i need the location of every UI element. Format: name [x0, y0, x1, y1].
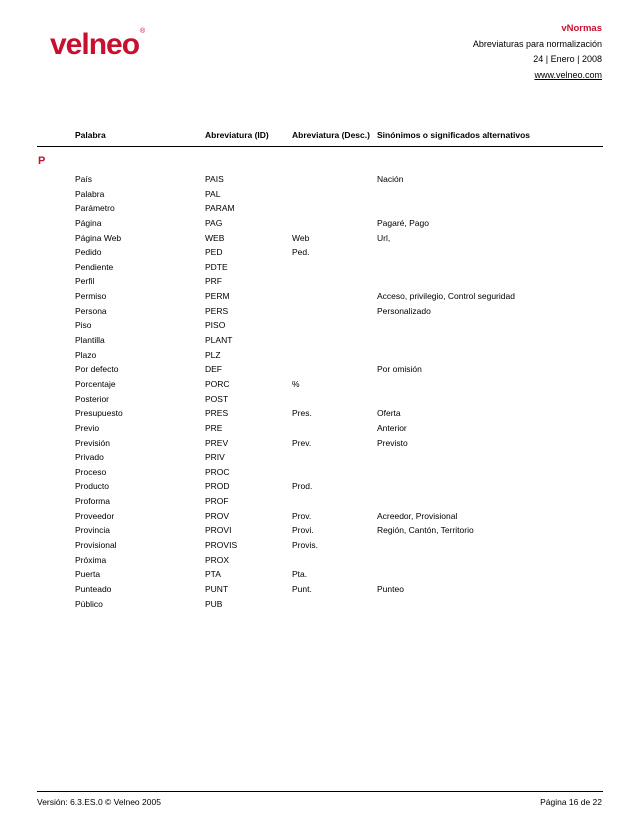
column-header-abreviatura-id: Abreviatura (ID): [205, 130, 269, 140]
cell-sinonimos: Pagaré, Pago: [377, 217, 429, 228]
table-row: [0, 436, 638, 451]
cell-palabra: Porcentaje: [75, 378, 116, 389]
cell-abreviatura-id: PREV: [205, 437, 229, 448]
cell-palabra: Piso: [75, 320, 92, 331]
logo-text: velneo: [50, 28, 140, 61]
cell-palabra: País: [75, 174, 93, 184]
cell-palabra: Por defecto: [75, 364, 119, 375]
table-row: [0, 494, 638, 509]
cell-sinonimos: Personalizado: [377, 305, 431, 316]
table-row: [0, 289, 638, 304]
table-row: [0, 392, 638, 407]
column-header-palabra: Palabra: [75, 130, 106, 140]
cell-abreviatura-desc: Web: [292, 232, 310, 243]
abbreviation-table-body: [0, 172, 638, 611]
cell-palabra: Previsión: [75, 437, 110, 448]
cell-abreviatura-id: PAL: [205, 188, 221, 199]
cell-abreviatura-id: PUB: [205, 598, 223, 609]
document-header: [473, 21, 602, 83]
cell-abreviatura-id: PRES: [205, 408, 229, 419]
cell-palabra: Palabra: [75, 188, 105, 199]
table-row: [0, 450, 638, 465]
table-row: [0, 377, 638, 392]
cell-abreviatura-id: PED: [205, 247, 223, 258]
cell-abreviatura-id: PROVIS: [205, 540, 238, 551]
table-row: [0, 318, 638, 333]
table-row: [0, 274, 638, 289]
table-row: [0, 538, 638, 553]
cell-abreviatura-desc: Pta.: [292, 569, 308, 580]
cell-palabra: Provisional: [75, 540, 117, 551]
table-row: [0, 231, 638, 246]
cell-palabra: Previo: [75, 422, 100, 433]
cell-abreviatura-id: WEB: [205, 232, 225, 243]
column-header-sinonimos: Sinónimos o significados alternativos: [377, 130, 531, 140]
cell-abreviatura-desc: Ped.: [292, 247, 310, 258]
cell-sinonimos: Acceso, privilegio, Control seguridad: [377, 291, 515, 302]
cell-abreviatura-id: PUNT: [205, 583, 229, 594]
cell-palabra: Próxima: [75, 554, 107, 565]
cell-abreviatura-desc: Pres.: [292, 408, 312, 419]
cell-palabra: Producto: [75, 481, 110, 492]
cell-palabra: Posterior: [75, 393, 110, 404]
cell-palabra: Puerta: [75, 569, 101, 580]
cell-sinonimos: Url,: [377, 232, 391, 243]
brand-name: vNormas: [561, 23, 602, 34]
table-row: [0, 553, 638, 568]
table-row: [0, 406, 638, 421]
section-letter: P: [38, 155, 46, 167]
cell-abreviatura-id: PROD: [205, 481, 230, 492]
cell-abreviatura-id: PERM: [205, 291, 230, 302]
footer-divider: [37, 791, 603, 792]
document-subtitle: Abreviaturas para normalización: [472, 38, 602, 49]
table-row: [0, 597, 638, 612]
cell-sinonimos: Región, Cantón, Territorio: [377, 525, 474, 536]
cell-abreviatura-id: PAIS: [205, 174, 224, 184]
table-row: [0, 465, 638, 480]
cell-palabra: Parámetro: [75, 203, 115, 214]
cell-palabra: Pedido: [75, 247, 102, 258]
cell-abreviatura-id: PROC: [205, 466, 230, 477]
table-row: [0, 172, 638, 187]
cell-abreviatura-desc: Provis.: [292, 540, 318, 551]
table-row: [0, 304, 638, 319]
cell-abreviatura-id: PRE: [205, 422, 223, 433]
table-header: [0, 130, 638, 142]
version-note: Versión: 6.3.ES.0 © Velneo 2005: [37, 797, 161, 807]
cell-abreviatura-id: PRF: [205, 276, 222, 287]
cell-abreviatura-id: PAG: [205, 217, 223, 228]
cell-palabra: Proforma: [75, 496, 110, 507]
cell-palabra: Pendiente: [75, 261, 114, 272]
cell-abreviatura-id: PROVI: [205, 525, 232, 536]
velneo-logo: [50, 28, 144, 62]
header-divider: [37, 146, 603, 147]
cell-palabra: Público: [75, 598, 103, 609]
cell-palabra: Persona: [75, 305, 107, 316]
cell-abreviatura-desc: %: [292, 378, 300, 389]
table-row: [0, 582, 638, 597]
table-row: [0, 567, 638, 582]
table-row: [0, 421, 638, 436]
cell-abreviatura-id: PROV: [205, 510, 230, 521]
cell-abreviatura-id: PRIV: [205, 452, 225, 463]
table-row: [0, 333, 638, 348]
cell-sinonimos: Oferta: [377, 408, 401, 419]
table-row: [0, 201, 638, 216]
cell-palabra: Punteado: [75, 583, 112, 594]
cell-abreviatura-id: PLANT: [205, 335, 233, 346]
cell-abreviatura-id: PISO: [205, 320, 226, 331]
cell-abreviatura-desc: Prod.: [292, 481, 313, 492]
cell-abreviatura-desc: Prov.: [292, 510, 312, 521]
cell-palabra: Permiso: [75, 291, 107, 302]
column-header-abreviatura-desc: Abreviatura (Desc.): [292, 130, 370, 140]
cell-palabra: Proveedor: [75, 510, 115, 521]
cell-sinonimos: Acreedor, Provisional: [377, 510, 458, 521]
cell-sinonimos: Punteo: [377, 583, 404, 594]
cell-abreviatura-desc: Punt.: [292, 583, 312, 594]
table-row: [0, 245, 638, 260]
table-row: [0, 362, 638, 377]
cell-palabra: Plazo: [75, 349, 97, 360]
document-date: 24 | Enero | 2008: [533, 54, 602, 64]
table-row: [0, 509, 638, 524]
cell-abreviatura-id: PORC: [205, 378, 230, 389]
table-row: [0, 479, 638, 494]
cell-palabra: Privado: [75, 452, 104, 463]
cell-abreviatura-id: DEF: [205, 364, 222, 375]
cell-abreviatura-id: PDTE: [205, 261, 228, 272]
cell-palabra: Presupuesto: [75, 408, 123, 419]
cell-palabra: Perfil: [75, 276, 95, 287]
registered-mark: ®: [140, 28, 145, 35]
cell-palabra: Provincia: [75, 525, 110, 536]
cell-palabra: Plantilla: [75, 335, 105, 346]
cell-abreviatura-id: POST: [205, 393, 229, 404]
cell-abreviatura-id: PLZ: [205, 349, 221, 360]
table-row: [0, 260, 638, 275]
cell-sinonimos: Por omisión: [377, 364, 422, 375]
cell-abreviatura-desc: Prev.: [292, 437, 312, 448]
website-link[interactable]: www.velneo.com: [534, 69, 602, 80]
table-row: [0, 348, 638, 363]
table-row: [0, 216, 638, 231]
cell-palabra: Proceso: [75, 466, 107, 477]
cell-sinonimos: Anterior: [377, 422, 407, 433]
table-row: [0, 523, 638, 538]
cell-abreviatura-id: PTA: [205, 569, 221, 580]
cell-sinonimos: Nación: [377, 174, 404, 184]
page-number: Página 16 de 22: [540, 797, 602, 807]
cell-abreviatura-id: PERS: [205, 305, 229, 316]
cell-palabra: Página Web: [75, 232, 122, 243]
cell-abreviatura-desc: Provi.: [292, 525, 314, 536]
cell-abreviatura-id: PROF: [205, 496, 229, 507]
cell-abreviatura-id: PARAM: [205, 203, 235, 214]
table-row: [0, 187, 638, 202]
cell-sinonimos: Previsto: [377, 437, 408, 448]
cell-abreviatura-id: PROX: [205, 554, 230, 565]
cell-palabra: Página: [75, 217, 102, 228]
